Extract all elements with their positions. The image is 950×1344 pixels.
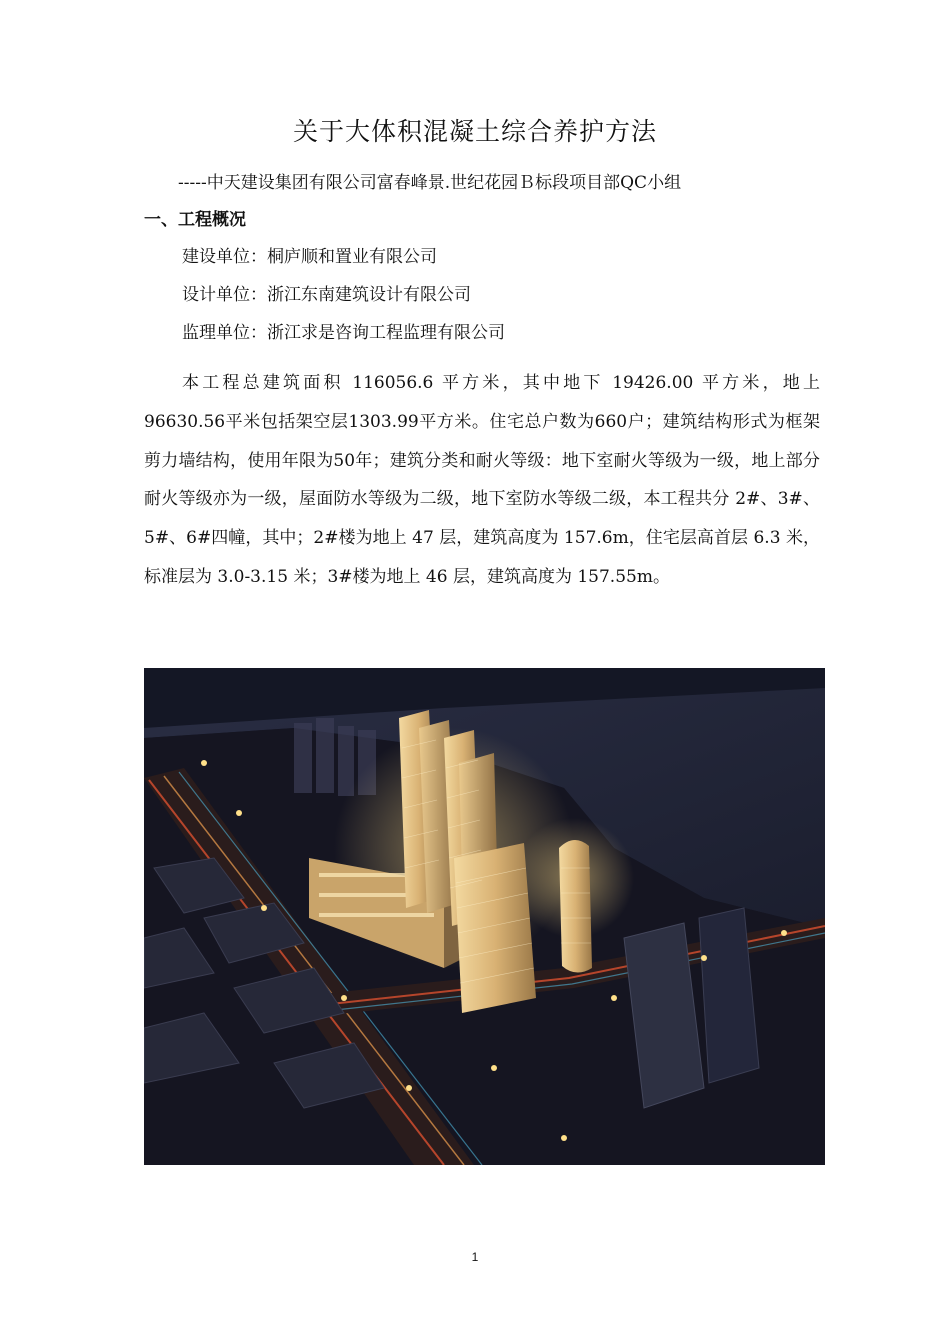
overview-paragraph: 本工程总建筑面积 116056.6 平方米，其中地下 19426.00 平方米，地上96630.56平米包括架空层1303.99平方米。住宅总户数为660户；建筑结构形式为框架剪力墙结构，使用年限为50年；建筑分类和耐火等级：地下室耐火等级为一级，地上部分耐火等级亦为一级，屋面防水等级为二级，地下室防水等级二级，本工程共分 2#、3#、5#、6#四幢，其中；2#楼为地上 47 层，建筑高度为 157.6m，住宅层高首层 6.3 米，标准层为 3.0-3.15 米；3#楼为地上 46 层，建筑高度为 157.55m。 [144,373,820,587]
project-rendering-image [144,668,825,1165]
section-heading: 一、工程概况 [144,210,246,230]
design-unit: 设计单位：浙江东南建筑设计有限公司 [182,285,471,305]
construction-unit: 建设单位：桐庐顺和置业有限公司 [182,247,437,267]
document-subtitle: -----中天建设集团有限公司富春峰景.世纪花园Ｂ标段项目部QC小组 [178,173,682,193]
page-number: 1 [471,1250,479,1264]
document-title: 关于大体积混凝土综合养护方法 [292,117,657,146]
supervision-unit: 监理单位：浙江求是咨询工程监理有限公司 [182,323,505,343]
